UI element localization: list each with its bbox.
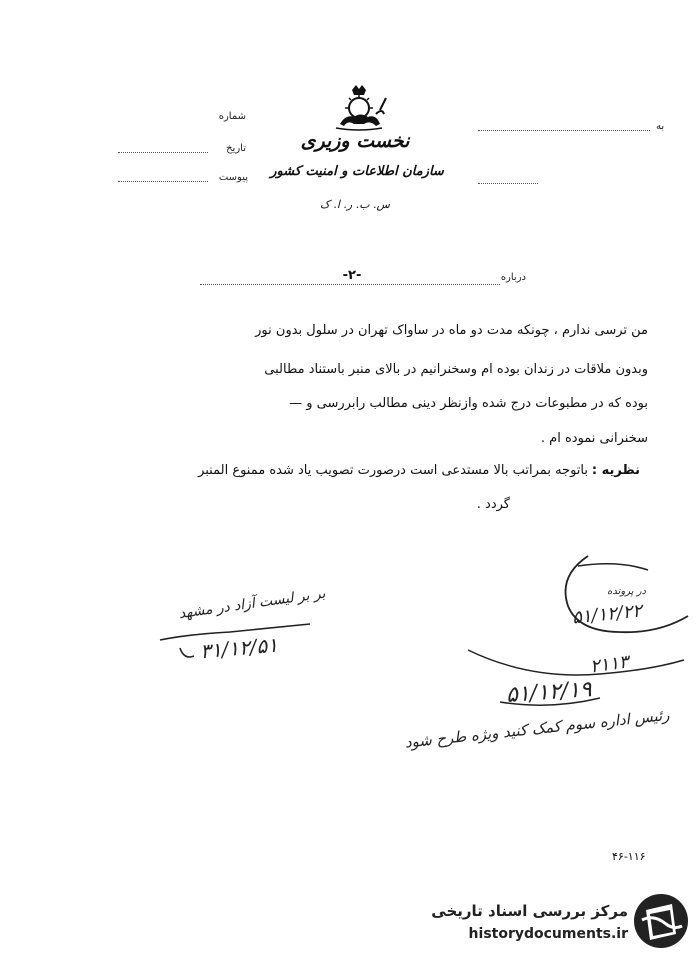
reference-code: س. ب. ر. ا. ک xyxy=(320,198,390,211)
right-date: ۵۱/۱۲/۱۹ xyxy=(505,677,593,708)
body-line-2: وبدون ملاقات در زندان بوده ام وسخنرانیم در بالای منبر باستناد مطالبی xyxy=(264,362,648,377)
left-signature-stroke-icon xyxy=(150,618,320,668)
left-handwritten-note: بر بر لیست آزاد در مشهد xyxy=(177,585,327,623)
right-top-note: در پرونده xyxy=(607,586,646,597)
subject-label: درباره xyxy=(500,272,526,283)
conclusion-label: نظریه : xyxy=(591,463,640,478)
archive-url: historydocuments.ir xyxy=(468,926,628,942)
org-subtitle: سازمان اطلاعات و امنیت کشور xyxy=(270,164,444,179)
date-dotted-line xyxy=(118,152,208,153)
body-line-3: بوده که در مطبوعات درج شده وازنظر دینی مطالب رابررسی و — xyxy=(289,396,648,411)
right-top-date: ۵۱/۱۲/۲۲ xyxy=(571,600,644,629)
attachment-label: پیوست xyxy=(218,172,248,183)
to-dotted-line xyxy=(478,130,650,131)
date-label: تاریخ xyxy=(226,143,246,154)
number-label: شماره xyxy=(218,111,246,122)
conclusion-line-1: باتوجه بمراتب بالا مستدعی است درصورت تصویب یاد شده ممنوع المنبر xyxy=(198,463,588,478)
lion-sun-emblem-icon xyxy=(330,84,388,132)
attachment-dotted-line xyxy=(118,181,208,182)
body-line-4: سخنرانی نموده ام . xyxy=(540,431,648,446)
document-number: ۴۶-۱۱۶ xyxy=(612,850,646,863)
right-dotted-line xyxy=(478,183,538,184)
right-handwritten-note: رئیس اداره سوم کمک کنید ویژه طرح شود xyxy=(403,705,671,752)
org-main-title: نخست وزیری xyxy=(300,130,410,152)
conclusion-line-2: گردد . xyxy=(476,497,510,512)
archive-name: مرکز بررسی اسناد تاریخی xyxy=(431,902,628,920)
page-number: -۲- xyxy=(332,268,372,283)
to-label: به xyxy=(656,121,665,132)
right-number: ۲۱۱۳ xyxy=(588,651,630,678)
left-handwritten-date: ۳۱/۱۲/۵۱ xyxy=(199,632,279,664)
archive-logo-icon xyxy=(632,890,690,952)
body-line-1: من ترسی ندارم ، چونکه مدت دو ماه در ساواک تهران در سلول بدون نور xyxy=(255,323,648,338)
